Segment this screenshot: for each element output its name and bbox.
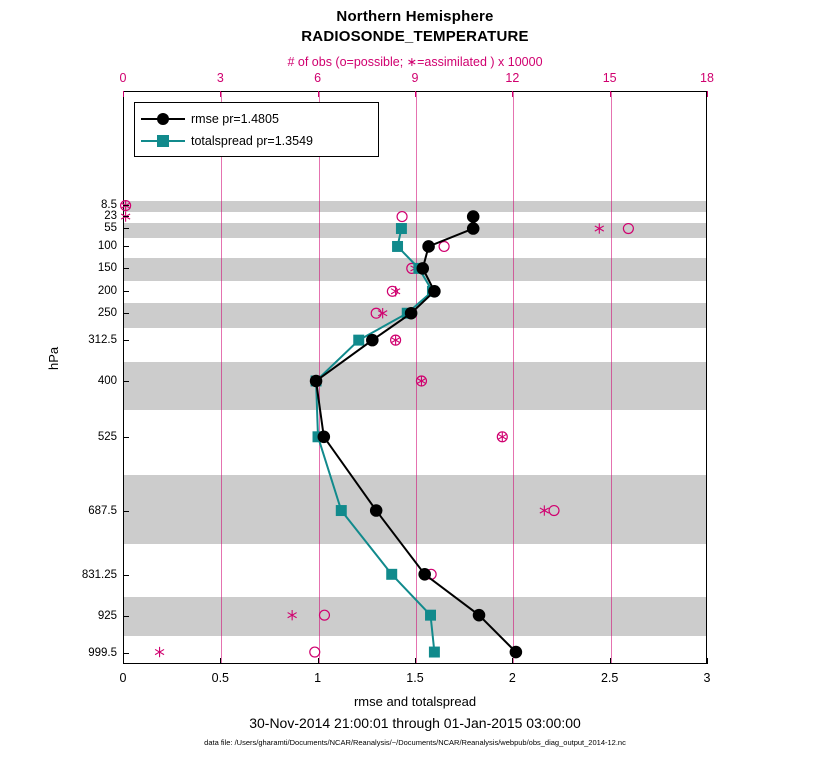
top-tickmark — [318, 91, 319, 97]
x-tick-label: 2.5 — [600, 671, 619, 685]
y-tickmark — [123, 291, 129, 292]
y-tick-label: 23 — [104, 210, 117, 222]
y-tick-label: 200 — [97, 285, 117, 297]
top-tickmark — [707, 91, 708, 97]
legend-item-totalspread — [141, 130, 372, 152]
legend-swatch-totalspread — [141, 134, 185, 148]
y-tick-label: 250 — [97, 307, 117, 319]
y-tickmark — [123, 246, 129, 247]
data-point — [386, 569, 397, 580]
data-point — [510, 646, 522, 658]
date-range-caption: 30-Nov-2014 21:00:01 through 01-Jan-2015 03:00:00 — [249, 715, 581, 731]
x-tickmark — [512, 658, 513, 664]
y-axis-label: hPa — [46, 346, 61, 370]
x-tick-label: 3 — [703, 671, 711, 685]
top-tick-label: 12 — [505, 71, 520, 85]
y-tickmark — [123, 616, 129, 617]
x-tick-label: 0 — [119, 671, 127, 685]
data-point — [405, 307, 417, 319]
legend-swatch-rmse — [141, 112, 185, 126]
y-tickmark — [123, 205, 129, 206]
y-tickmark — [123, 268, 129, 269]
y-tickmark — [123, 340, 129, 341]
data-point — [370, 505, 382, 517]
x-tick-label: 0.5 — [211, 671, 230, 685]
top-tick-label: 9 — [411, 71, 419, 85]
x-tickmark — [610, 658, 611, 664]
y-tickmark — [123, 437, 129, 438]
y-tick-label: 687.5 — [88, 505, 117, 517]
series-line — [316, 217, 516, 652]
y-tickmark — [123, 511, 129, 512]
x-tickmark — [318, 658, 319, 664]
x-tickmark — [415, 658, 416, 664]
data-point — [392, 241, 403, 252]
y-tick-label: 100 — [97, 240, 117, 252]
y-tick-label: 312.5 — [88, 334, 117, 346]
data-point — [310, 647, 320, 657]
data-point — [417, 263, 429, 275]
data-point — [623, 224, 633, 234]
x-tick-label: 2 — [508, 671, 516, 685]
series-overlay — [124, 92, 706, 663]
y-tick-label: 925 — [97, 610, 117, 622]
legend-label-rmse: rmse pr=1.4805 — [191, 112, 279, 126]
y-tick-label: 55 — [104, 222, 117, 234]
legend-item-rmse — [141, 108, 372, 130]
plot-area — [123, 91, 707, 664]
y-tickmark — [123, 575, 129, 576]
data-file-caption: data file: /Users/gharamti/Documents/NCAR/Reanalysis/~/Documents/NCAR/Reanalysis/webpub/obs_diag_output_2014-12.nc — [204, 738, 626, 747]
data-point — [318, 431, 330, 443]
legend — [134, 102, 379, 157]
chart-title — [0, 8, 830, 45]
data-point — [397, 212, 407, 222]
data-point — [423, 241, 435, 253]
assimilated-obs-marker — [391, 286, 400, 296]
assimilated-obs-marker — [155, 647, 164, 657]
data-point — [367, 334, 379, 346]
top-tickmark — [123, 91, 124, 97]
y-tickmark — [123, 228, 129, 229]
data-point — [425, 610, 436, 621]
top-tickmark — [220, 91, 221, 97]
data-point — [371, 308, 381, 318]
y-tickmark — [123, 653, 129, 654]
y-tick-label: 831.25 — [81, 569, 117, 581]
data-point — [429, 286, 441, 298]
data-point — [467, 211, 479, 223]
data-point — [467, 223, 479, 235]
x-tickmark — [220, 658, 221, 664]
data-point — [473, 609, 485, 621]
x-tick-label: 1 — [314, 671, 322, 685]
data-point — [310, 375, 322, 387]
title-line-2: RADIOSONDE_TEMPERATURE — [301, 28, 529, 45]
assimilated-obs-marker — [288, 610, 297, 620]
series-line — [316, 229, 434, 653]
y-tickmark — [123, 216, 129, 217]
data-point — [396, 223, 407, 234]
top-tickmark — [415, 91, 416, 97]
legend-label-totalspread: totalspread pr=1.3549 — [191, 134, 313, 148]
data-point — [429, 647, 440, 658]
data-point — [319, 610, 329, 620]
top-tick-label: 15 — [602, 71, 617, 85]
x-tickmark — [123, 658, 124, 664]
y-tick-label: 999.5 — [88, 647, 117, 659]
top-tick-label: 18 — [700, 71, 714, 85]
data-point — [353, 335, 364, 346]
data-point — [336, 505, 347, 516]
data-point — [419, 569, 431, 581]
y-tick-label: 400 — [97, 375, 117, 387]
top-axis-label: # of obs (o=possible; ∗=assimilated ) x 10000 — [287, 55, 543, 69]
assimilated-obs-marker — [540, 505, 549, 515]
y-tick-label: 150 — [97, 262, 117, 274]
y-tickmark — [123, 313, 129, 314]
top-tickmark — [512, 91, 513, 97]
y-tickmark — [123, 381, 129, 382]
x-tick-label: 1.5 — [406, 671, 424, 685]
y-tick-label: 525 — [97, 431, 117, 443]
x-axis-label: rmse and totalspread — [353, 694, 477, 709]
top-tick-label: 6 — [314, 71, 322, 85]
assimilated-obs-marker — [595, 223, 604, 233]
data-point — [549, 506, 559, 516]
data-point — [439, 241, 449, 251]
x-tickmark — [707, 658, 708, 664]
title-line-1: Northern Hemisphere — [336, 8, 494, 25]
top-tickmark — [610, 91, 611, 97]
top-tick-label: 3 — [216, 71, 224, 85]
top-tick-label: 0 — [119, 71, 127, 85]
y-tick-label: 8.5 — [101, 199, 117, 211]
